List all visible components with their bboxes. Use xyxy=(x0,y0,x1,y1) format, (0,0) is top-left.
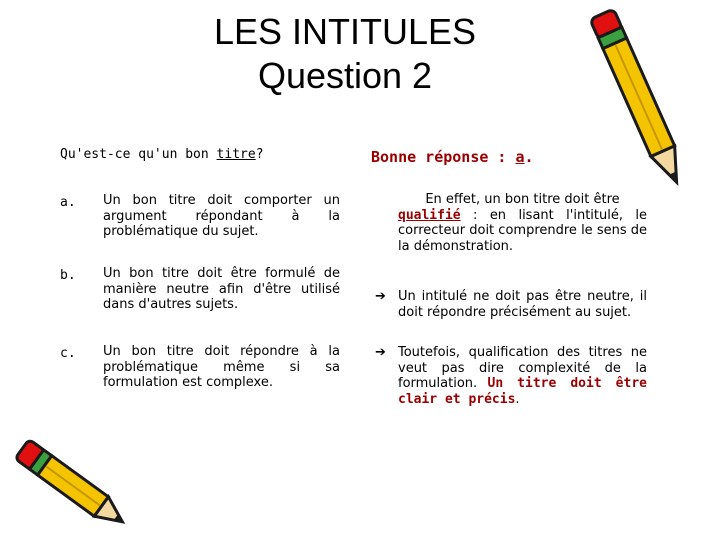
answer-heading: Bonne réponse : a. xyxy=(371,148,534,166)
highlight-qualifie: qualifié xyxy=(398,207,461,223)
question-heading: Qu'est-ce qu'un bon titre? xyxy=(60,147,264,162)
point-1: ➔ Un intitulé ne doit pas être neutre, il doit répondre précisément au sujet. xyxy=(375,289,647,320)
title-line-1: LES INTITULES xyxy=(213,11,477,52)
option-c-text: Un bon titre doit répondre à la problématique même si sa formulation est complexe. xyxy=(103,344,340,390)
answer-explanation: En effet, un bon titre doit être qualifié : en lisant l'intitulé, le correcteur doit comprendre le sens de la démonstration. xyxy=(398,192,647,254)
option-c-letter: c. xyxy=(60,346,76,361)
point-2: ➔ Toutefois, qualification des titres ne veut pas dire complexité de la formulation. Un titre doit être clair et précis. xyxy=(375,345,647,407)
arrow-right-icon: ➔ xyxy=(375,289,386,304)
option-a-text: Un bon titre doit comporter un argument répondant à la problématique du sujet. xyxy=(103,193,340,239)
slide-title xyxy=(150,10,540,98)
title-line-2: Question 2 xyxy=(257,55,433,96)
option-a-letter: a. xyxy=(60,195,76,210)
option-b-text: Un bon titre doit être formulé de manière neutre afin d'être utilisé dans d'autres sujets. xyxy=(103,266,340,312)
highlight-clair-precis: Un titre doit être clair et précis xyxy=(398,376,647,407)
pencil-icon-bottom-left xyxy=(0,430,140,540)
pencil-icon-top-right xyxy=(585,0,695,200)
option-b-letter: b. xyxy=(60,268,76,283)
arrow-right-icon: ➔ xyxy=(375,345,386,360)
